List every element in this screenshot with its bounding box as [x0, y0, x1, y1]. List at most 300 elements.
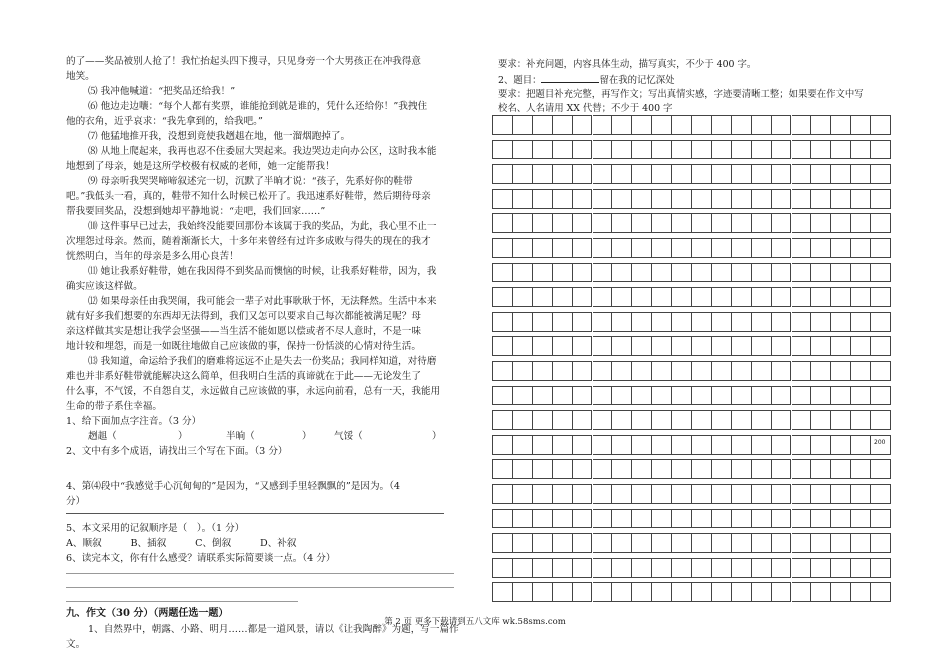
- grid-cell[interactable]: [553, 361, 573, 381]
- grid-cell[interactable]: [811, 361, 831, 381]
- grid-cell[interactable]: [772, 312, 792, 332]
- grid-cell[interactable]: [672, 140, 692, 160]
- grid-cell[interactable]: [672, 287, 692, 307]
- grid-cell[interactable]: [692, 213, 712, 233]
- grid-cell[interactable]: [513, 336, 533, 356]
- grid-cell[interactable]: [871, 484, 891, 504]
- grid-cell[interactable]: [792, 287, 812, 307]
- grid-cell[interactable]: [593, 164, 613, 184]
- grid-cell[interactable]: [573, 164, 593, 184]
- grid-cell[interactable]: [831, 164, 851, 184]
- grid-cell[interactable]: [513, 386, 533, 406]
- grid-cell[interactable]: [612, 361, 632, 381]
- grid-cell[interactable]: [632, 312, 652, 332]
- grid-cell[interactable]: [752, 336, 772, 356]
- grid-cell[interactable]: [612, 582, 632, 602]
- grid-cell[interactable]: [851, 238, 871, 258]
- grid-cell[interactable]: [871, 558, 891, 578]
- grid-cell[interactable]: [672, 582, 692, 602]
- grid-cell[interactable]: [553, 336, 573, 356]
- grid-cell[interactable]: [792, 582, 812, 602]
- grid-cell[interactable]: [692, 509, 712, 529]
- grid-cell[interactable]: [811, 484, 831, 504]
- grid-cell[interactable]: [712, 459, 732, 479]
- grid-cell[interactable]: [752, 410, 772, 430]
- grid-cell[interactable]: [732, 386, 752, 406]
- grid-cell[interactable]: [612, 386, 632, 406]
- grid-cell[interactable]: [831, 361, 851, 381]
- grid-cell[interactable]: [792, 189, 812, 209]
- grid-cell[interactable]: [593, 582, 613, 602]
- grid-cell[interactable]: [752, 361, 772, 381]
- grid-cell[interactable]: [752, 582, 772, 602]
- grid-cell[interactable]: [573, 410, 593, 430]
- grid-cell[interactable]: [732, 287, 752, 307]
- grid-row[interactable]: [492, 361, 891, 381]
- grid-cell[interactable]: [533, 213, 553, 233]
- grid-cell[interactable]: [692, 386, 712, 406]
- grid-cell[interactable]: [533, 238, 553, 258]
- grid-cell[interactable]: [692, 435, 712, 455]
- grid-cell[interactable]: [593, 213, 613, 233]
- grid-cell[interactable]: [831, 238, 851, 258]
- grid-cell[interactable]: [831, 386, 851, 406]
- grid-cell[interactable]: [692, 558, 712, 578]
- grid-cell[interactable]: [851, 435, 871, 455]
- grid-cell[interactable]: [652, 263, 672, 283]
- grid-cell[interactable]: [632, 484, 652, 504]
- grid-cell[interactable]: [811, 582, 831, 602]
- grid-cell[interactable]: [593, 558, 613, 578]
- grid-cell[interactable]: [871, 386, 891, 406]
- grid-cell[interactable]: [811, 386, 831, 406]
- grid-cell[interactable]: [811, 189, 831, 209]
- grid-cell[interactable]: [533, 558, 553, 578]
- grid-cell[interactable]: [692, 361, 712, 381]
- grid-cell[interactable]: [493, 238, 513, 258]
- grid-cell[interactable]: [573, 582, 593, 602]
- grid-row[interactable]: [492, 287, 891, 307]
- grid-row[interactable]: [492, 558, 891, 578]
- grid-cell[interactable]: [792, 140, 812, 160]
- grid-cell[interactable]: [533, 115, 553, 135]
- grid-cell[interactable]: [732, 164, 752, 184]
- grid-cell[interactable]: [672, 213, 692, 233]
- grid-cell[interactable]: [772, 386, 792, 406]
- grid-cell[interactable]: [712, 312, 732, 332]
- grid-cell[interactable]: [672, 361, 692, 381]
- grid-cell[interactable]: [871, 509, 891, 529]
- grid-cell[interactable]: [573, 484, 593, 504]
- grid-cell[interactable]: [593, 435, 613, 455]
- grid-cell[interactable]: [553, 459, 573, 479]
- grid-cell[interactable]: [533, 336, 553, 356]
- grid-cell[interactable]: [612, 164, 632, 184]
- grid-cell[interactable]: [493, 410, 513, 430]
- grid-cell[interactable]: [672, 386, 692, 406]
- grid-cell[interactable]: [772, 410, 792, 430]
- grid-cell[interactable]: [632, 336, 652, 356]
- grid-cell[interactable]: [692, 238, 712, 258]
- grid-cell[interactable]: [752, 312, 772, 332]
- grid-cell[interactable]: [692, 312, 712, 332]
- grid-cell[interactable]: [851, 509, 871, 529]
- grid-cell[interactable]: [712, 115, 732, 135]
- grid-cell[interactable]: [493, 361, 513, 381]
- grid-cell[interactable]: [692, 582, 712, 602]
- grid-cell[interactable]: [553, 410, 573, 430]
- grid-cell[interactable]: [871, 287, 891, 307]
- grid-cell[interactable]: [811, 164, 831, 184]
- grid-cell[interactable]: [612, 558, 632, 578]
- grid-cell[interactable]: [573, 435, 593, 455]
- grid-cell[interactable]: [513, 312, 533, 332]
- grid-cell[interactable]: [493, 312, 513, 332]
- grid-cell[interactable]: [792, 386, 812, 406]
- grid-cell[interactable]: [533, 361, 553, 381]
- grid-cell[interactable]: [493, 386, 513, 406]
- grid-cell[interactable]: [851, 287, 871, 307]
- grid-cell[interactable]: [493, 287, 513, 307]
- grid-row[interactable]: [492, 336, 891, 356]
- grid-cell[interactable]: [652, 509, 672, 529]
- grid-cell[interactable]: [652, 312, 672, 332]
- grid-cell[interactable]: [632, 115, 652, 135]
- grid-cell[interactable]: [672, 533, 692, 553]
- grid-cell[interactable]: [672, 263, 692, 283]
- grid-cell[interactable]: [652, 533, 672, 553]
- grid-cell[interactable]: [871, 213, 891, 233]
- grid-cell[interactable]: [752, 533, 772, 553]
- grid-cell[interactable]: [513, 459, 533, 479]
- grid-cell[interactable]: [513, 533, 533, 553]
- grid-cell[interactable]: [672, 435, 692, 455]
- grid-cell[interactable]: [851, 410, 871, 430]
- grid-cell[interactable]: [493, 484, 513, 504]
- grid-cell[interactable]: [772, 336, 792, 356]
- grid-row[interactable]: [492, 484, 891, 504]
- grid-cell[interactable]: [712, 435, 732, 455]
- grid-cell[interactable]: [672, 410, 692, 430]
- grid-cell[interactable]: [712, 164, 732, 184]
- grid-cell[interactable]: [672, 312, 692, 332]
- grid-cell[interactable]: [593, 386, 613, 406]
- grid-cell[interactable]: [792, 115, 812, 135]
- grid-cell[interactable]: [831, 336, 851, 356]
- grid-row[interactable]: [492, 213, 891, 233]
- grid-cell[interactable]: [612, 410, 632, 430]
- grid-cell[interactable]: [772, 484, 792, 504]
- grid-cell[interactable]: [593, 263, 613, 283]
- grid-cell[interactable]: [831, 484, 851, 504]
- grid-cell[interactable]: [593, 459, 613, 479]
- grid-cell[interactable]: [612, 140, 632, 160]
- grid-cell[interactable]: [573, 509, 593, 529]
- grid-cell[interactable]: [553, 140, 573, 160]
- grid-cell[interactable]: [831, 213, 851, 233]
- grid-cell[interactable]: [851, 263, 871, 283]
- grid-cell[interactable]: [573, 140, 593, 160]
- grid-cell[interactable]: [533, 410, 553, 430]
- grid-cell[interactable]: [772, 509, 792, 529]
- grid-cell[interactable]: [573, 238, 593, 258]
- grid-cell[interactable]: [871, 336, 891, 356]
- grid-cell[interactable]: [593, 361, 613, 381]
- grid-cell[interactable]: [732, 336, 752, 356]
- grid-cell[interactable]: [652, 361, 672, 381]
- grid-cell[interactable]: [533, 263, 553, 283]
- grid-cell[interactable]: [732, 140, 752, 160]
- grid-cell[interactable]: [851, 459, 871, 479]
- grid-cell[interactable]: [772, 435, 792, 455]
- grid-cell[interactable]: [772, 287, 792, 307]
- grid-cell[interactable]: [851, 484, 871, 504]
- grid-cell[interactable]: [692, 459, 712, 479]
- grid-cell[interactable]: [672, 164, 692, 184]
- grid-cell[interactable]: [732, 435, 752, 455]
- grid-cell[interactable]: [573, 312, 593, 332]
- grid-cell[interactable]: [533, 509, 553, 529]
- grid-cell[interactable]: [493, 115, 513, 135]
- grid-cell[interactable]: [772, 238, 792, 258]
- grid-cell[interactable]: [851, 558, 871, 578]
- grid-cell[interactable]: [652, 140, 672, 160]
- grid-cell[interactable]: [772, 533, 792, 553]
- grid-cell[interactable]: [871, 263, 891, 283]
- grid-cell[interactable]: [831, 115, 851, 135]
- grid-cell[interactable]: [533, 533, 553, 553]
- grid-cell[interactable]: [831, 558, 851, 578]
- grid-cell[interactable]: [632, 386, 652, 406]
- grid-cell[interactable]: [712, 582, 732, 602]
- grid-cell[interactable]: [792, 238, 812, 258]
- grid-cell[interactable]: [732, 459, 752, 479]
- grid-cell[interactable]: [553, 582, 573, 602]
- grid-cell[interactable]: [851, 582, 871, 602]
- grid-cell[interactable]: [533, 386, 553, 406]
- grid-cell[interactable]: [593, 189, 613, 209]
- grid-cell[interactable]: [732, 238, 752, 258]
- grid-cell[interactable]: [811, 459, 831, 479]
- grid-cell[interactable]: [632, 189, 652, 209]
- grid-cell[interactable]: [533, 164, 553, 184]
- grid-cell[interactable]: [772, 213, 792, 233]
- grid-cell[interactable]: [672, 459, 692, 479]
- title-blank[interactable]: [541, 73, 599, 83]
- grid-cell[interactable]: [792, 336, 812, 356]
- grid-cell[interactable]: [792, 263, 812, 283]
- grid-cell[interactable]: [652, 484, 672, 504]
- grid-cell[interactable]: [712, 509, 732, 529]
- grid-cell[interactable]: [871, 312, 891, 332]
- grid-cell[interactable]: [752, 484, 772, 504]
- grid-cell[interactable]: [513, 410, 533, 430]
- grid-cell[interactable]: [712, 410, 732, 430]
- grid-cell[interactable]: [792, 459, 812, 479]
- grid-cell[interactable]: [533, 312, 553, 332]
- grid-cell[interactable]: [612, 336, 632, 356]
- grid-cell[interactable]: [612, 238, 632, 258]
- grid-cell[interactable]: [513, 189, 533, 209]
- grid-cell[interactable]: [831, 509, 851, 529]
- grid-cell[interactable]: [752, 558, 772, 578]
- grid-cell[interactable]: [553, 189, 573, 209]
- grid-cell[interactable]: [732, 533, 752, 553]
- grid-cell[interactable]: [573, 459, 593, 479]
- grid-cell[interactable]: [772, 361, 792, 381]
- grid-cell[interactable]: [811, 263, 831, 283]
- grid-cell[interactable]: [831, 435, 851, 455]
- grid-cell[interactable]: [712, 189, 732, 209]
- grid-cell[interactable]: [871, 410, 891, 430]
- grid-cell[interactable]: [612, 459, 632, 479]
- grid-cell[interactable]: [672, 336, 692, 356]
- grid-cell[interactable]: [712, 263, 732, 283]
- grid-cell[interactable]: [652, 410, 672, 430]
- grid-cell[interactable]: [732, 263, 752, 283]
- grid-cell[interactable]: [652, 582, 672, 602]
- grid-cell[interactable]: [513, 484, 533, 504]
- grid-cell[interactable]: [752, 140, 772, 160]
- grid-cell[interactable]: [493, 213, 513, 233]
- grid-cell[interactable]: [831, 582, 851, 602]
- grid-cell[interactable]: [513, 115, 533, 135]
- grid-row[interactable]: [492, 189, 891, 209]
- grid-cell[interactable]: [632, 263, 652, 283]
- grid-cell[interactable]: [851, 386, 871, 406]
- grid-cell[interactable]: [553, 213, 573, 233]
- grid-cell[interactable]: [712, 386, 732, 406]
- grid-cell[interactable]: [513, 238, 533, 258]
- grid-cell[interactable]: [831, 287, 851, 307]
- grid-cell[interactable]: [732, 189, 752, 209]
- grid-cell[interactable]: [831, 263, 851, 283]
- grid-cell[interactable]: [632, 509, 652, 529]
- grid-cell[interactable]: [533, 582, 553, 602]
- grid-cell[interactable]: [553, 287, 573, 307]
- grid-cell[interactable]: [692, 140, 712, 160]
- grid-cell[interactable]: [612, 287, 632, 307]
- grid-cell[interactable]: [593, 533, 613, 553]
- grid-cell[interactable]: [553, 164, 573, 184]
- grid-cell[interactable]: [871, 361, 891, 381]
- grid-cell[interactable]: [573, 336, 593, 356]
- grid-row[interactable]: [492, 410, 891, 430]
- grid-cell[interactable]: [752, 509, 772, 529]
- grid-cell[interactable]: [851, 140, 871, 160]
- grid-cell[interactable]: [851, 361, 871, 381]
- grid-cell[interactable]: [732, 213, 752, 233]
- grid-cell[interactable]: [772, 582, 792, 602]
- grid-cell[interactable]: [851, 115, 871, 135]
- grid-cell[interactable]: [672, 558, 692, 578]
- grid-cell[interactable]: [632, 287, 652, 307]
- grid-cell[interactable]: [732, 509, 752, 529]
- grid-cell[interactable]: [811, 558, 831, 578]
- grid-cell[interactable]: [493, 459, 513, 479]
- grid-row[interactable]: [492, 509, 891, 529]
- grid-cell[interactable]: [533, 287, 553, 307]
- grid-cell[interactable]: [851, 312, 871, 332]
- grid-row[interactable]: [492, 435, 891, 455]
- grid-cell[interactable]: [692, 115, 712, 135]
- grid-cell[interactable]: [652, 435, 672, 455]
- grid-cell[interactable]: [792, 558, 812, 578]
- grid-cell[interactable]: [652, 558, 672, 578]
- grid-cell[interactable]: [573, 213, 593, 233]
- grid-cell[interactable]: [732, 410, 752, 430]
- grid-cell[interactable]: [831, 189, 851, 209]
- grid-cell[interactable]: [553, 533, 573, 553]
- grid-cell[interactable]: [732, 312, 752, 332]
- grid-cell[interactable]: [851, 189, 871, 209]
- grid-cell[interactable]: [573, 263, 593, 283]
- grid-row[interactable]: [492, 238, 891, 258]
- grid-cell[interactable]: [732, 582, 752, 602]
- grid-cell[interactable]: [632, 238, 652, 258]
- grid-cell[interactable]: [831, 459, 851, 479]
- grid-cell[interactable]: [712, 336, 732, 356]
- grid-cell[interactable]: [593, 509, 613, 529]
- grid-cell[interactable]: [752, 213, 772, 233]
- grid-cell[interactable]: [831, 140, 851, 160]
- grid-cell[interactable]: [851, 213, 871, 233]
- grid-cell[interactable]: [652, 238, 672, 258]
- grid-cell[interactable]: [811, 115, 831, 135]
- grid-cell[interactable]: [632, 140, 652, 160]
- grid-cell[interactable]: [692, 484, 712, 504]
- grid-cell[interactable]: [672, 238, 692, 258]
- grid-cell[interactable]: [593, 140, 613, 160]
- grid-cell[interactable]: [513, 509, 533, 529]
- grid-cell[interactable]: [871, 533, 891, 553]
- grid-row[interactable]: [492, 263, 891, 283]
- grid-cell[interactable]: [593, 238, 613, 258]
- grid-cell[interactable]: [772, 459, 792, 479]
- grid-cell[interactable]: [772, 164, 792, 184]
- grid-cell[interactable]: [493, 140, 513, 160]
- grid-cell[interactable]: [513, 582, 533, 602]
- grid-cell[interactable]: [851, 533, 871, 553]
- grid-cell[interactable]: [712, 484, 732, 504]
- grid-cell[interactable]: [672, 484, 692, 504]
- grid-cell[interactable]: [792, 410, 812, 430]
- grid-cell[interactable]: [533, 459, 553, 479]
- grid-cell[interactable]: [652, 189, 672, 209]
- grid-cell[interactable]: [593, 410, 613, 430]
- grid-cell[interactable]: [752, 287, 772, 307]
- grid-cell[interactable]: [772, 558, 792, 578]
- grid-cell[interactable]: [652, 287, 672, 307]
- grid-cell[interactable]: [513, 164, 533, 184]
- grid-cell[interactable]: [871, 459, 891, 479]
- grid-cell[interactable]: [752, 435, 772, 455]
- grid-cell[interactable]: [632, 213, 652, 233]
- grid-cell[interactable]: [692, 164, 712, 184]
- grid-cell[interactable]: [811, 509, 831, 529]
- grid-cell[interactable]: [811, 140, 831, 160]
- grid-cell[interactable]: [811, 533, 831, 553]
- grid-row[interactable]: [492, 459, 891, 479]
- grid-cell[interactable]: [732, 115, 752, 135]
- grid-cell[interactable]: [652, 459, 672, 479]
- grid-cell[interactable]: [513, 263, 533, 283]
- grid-cell[interactable]: [533, 484, 553, 504]
- grid-cell[interactable]: [632, 361, 652, 381]
- grid-cell[interactable]: [831, 533, 851, 553]
- grid-cell[interactable]: [772, 140, 792, 160]
- grid-row[interactable]: [492, 533, 891, 553]
